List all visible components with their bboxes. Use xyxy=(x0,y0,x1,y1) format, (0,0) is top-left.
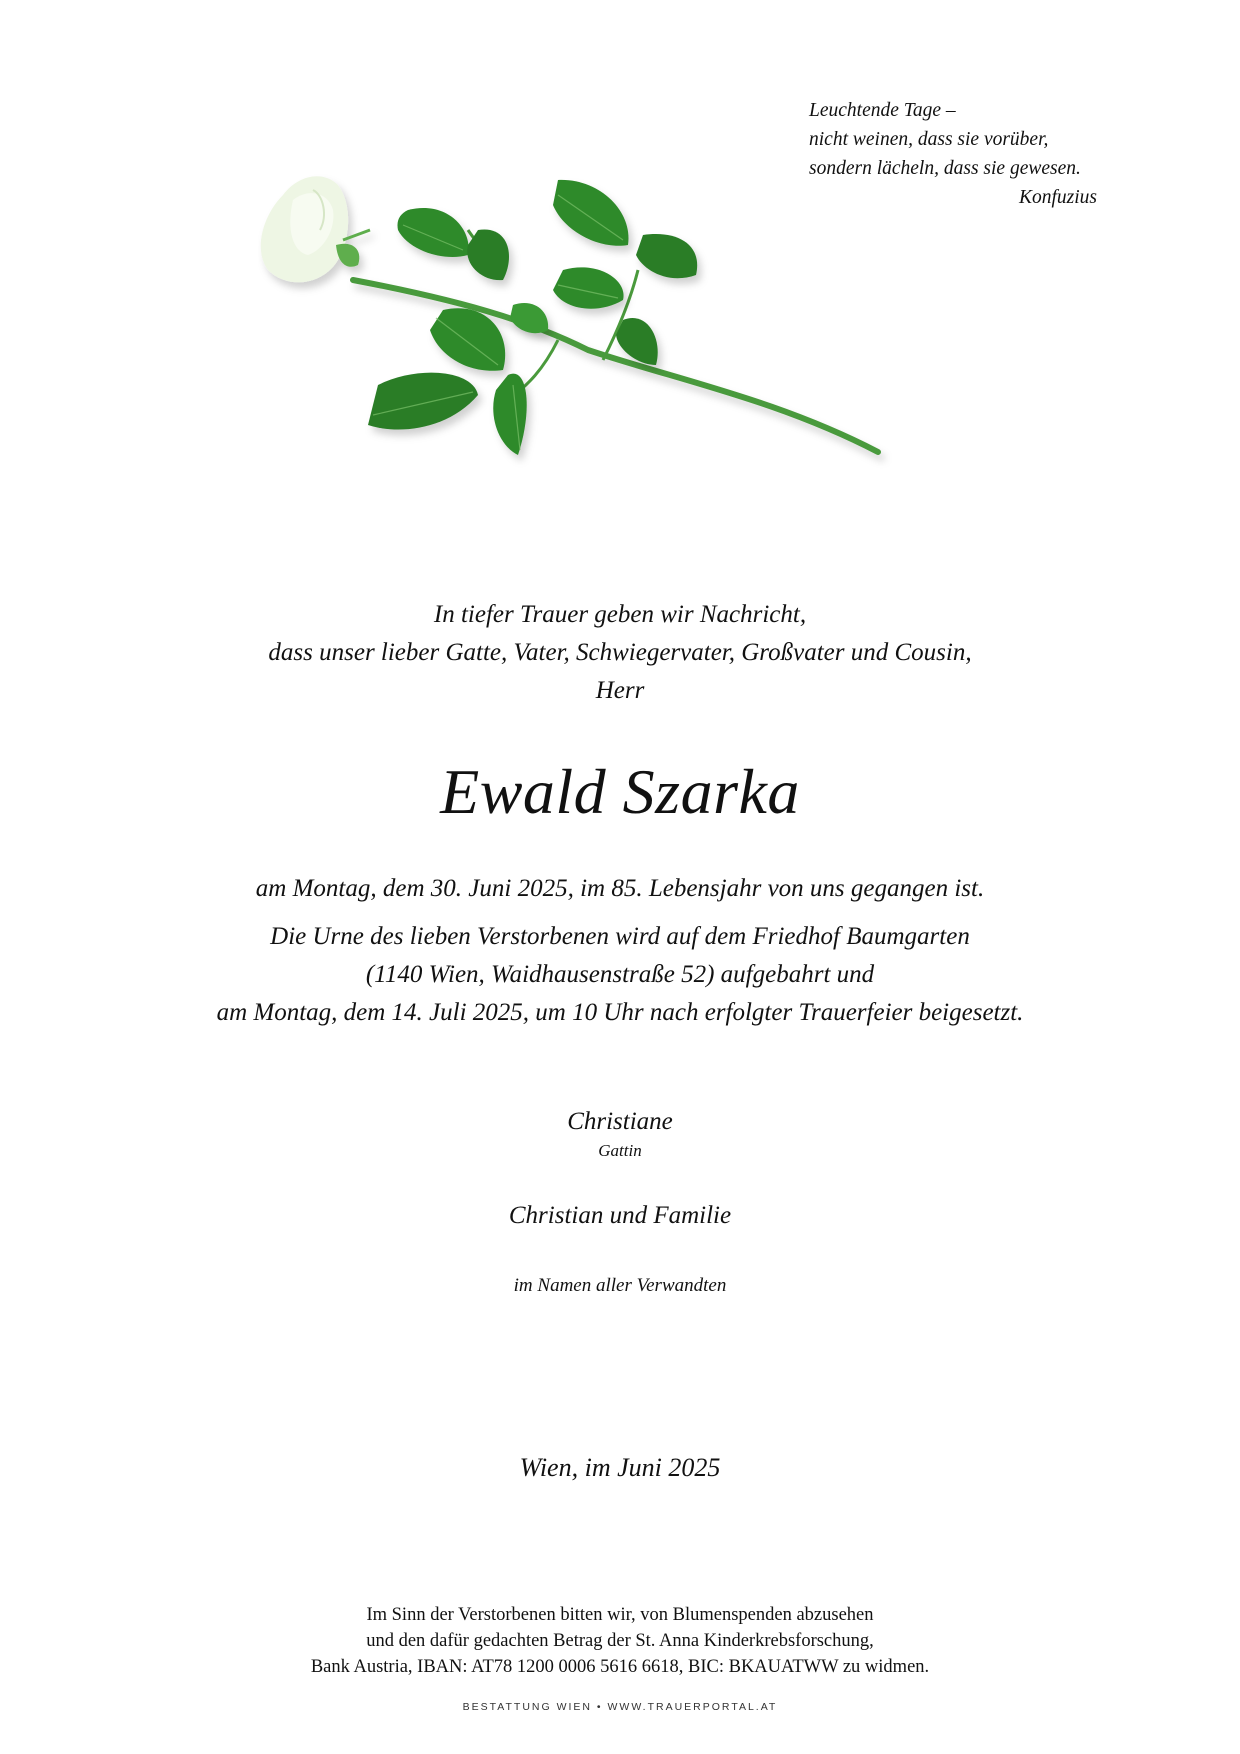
intro-line: Herr xyxy=(595,677,645,704)
intro-line: In tiefer Trauer geben wir Nachricht, xyxy=(433,601,807,628)
quote-line: sondern lächeln, dass sie gewesen. xyxy=(809,158,1081,179)
details-line: (1140 Wien, Waidhausenstraße 52) aufgebahrt und xyxy=(365,961,875,988)
death-details xyxy=(0,870,1240,1032)
place-date: Wien, im Juni 2025 xyxy=(519,1453,721,1482)
intro-line: dass unser lieber Gatte, Vater, Schwiegervater, Großvater und Cousin, xyxy=(268,639,972,666)
signers xyxy=(0,1106,1240,1300)
quote-author: Konfuzius xyxy=(1018,187,1097,208)
white-rose-icon xyxy=(258,170,988,530)
quote-line: Leuchtende Tage – xyxy=(809,100,956,121)
details-line: am Montag, dem 14. Juli 2025, um 10 Uhr nach erfolgter Trauerfeier beigesetzt. xyxy=(216,999,1024,1026)
details-line: Die Urne des lieben Verstorbenen wird auf dem Friedhof Baumgarten xyxy=(270,923,970,950)
signer-closing: im Namen aller Verwandten xyxy=(513,1275,727,1296)
signer-name: Christian und Familie xyxy=(508,1202,732,1229)
donation-line: und den dafür gedachten Betrag der St. Anna Kinderkrebsforschung, xyxy=(366,1631,874,1651)
donation-line: Bank Austria, IBAN: AT78 1200 0006 5616 6618, BIC: BKAUATWW zu widmen. xyxy=(310,1657,930,1677)
donation-note xyxy=(0,1602,1240,1680)
donation-line: Im Sinn der Verstorbenen bitten wir, von Blumenspenden abzusehen xyxy=(366,1605,874,1625)
details-line: am Montag, dem 30. Juni 2025, im 85. Lebensjahr von uns gegangen ist. xyxy=(255,875,985,902)
deceased-name: Ewald Szarka xyxy=(440,756,800,827)
signer-name: Christiane xyxy=(567,1108,673,1135)
quote-line: nicht weinen, dass sie vorüber, xyxy=(809,129,1049,150)
intro-text xyxy=(0,596,1240,710)
signer-role: Gattin xyxy=(598,1141,642,1160)
imprint: BESTATTUNG WIEN • WWW.TRAUERPORTAL.AT xyxy=(462,1701,778,1713)
